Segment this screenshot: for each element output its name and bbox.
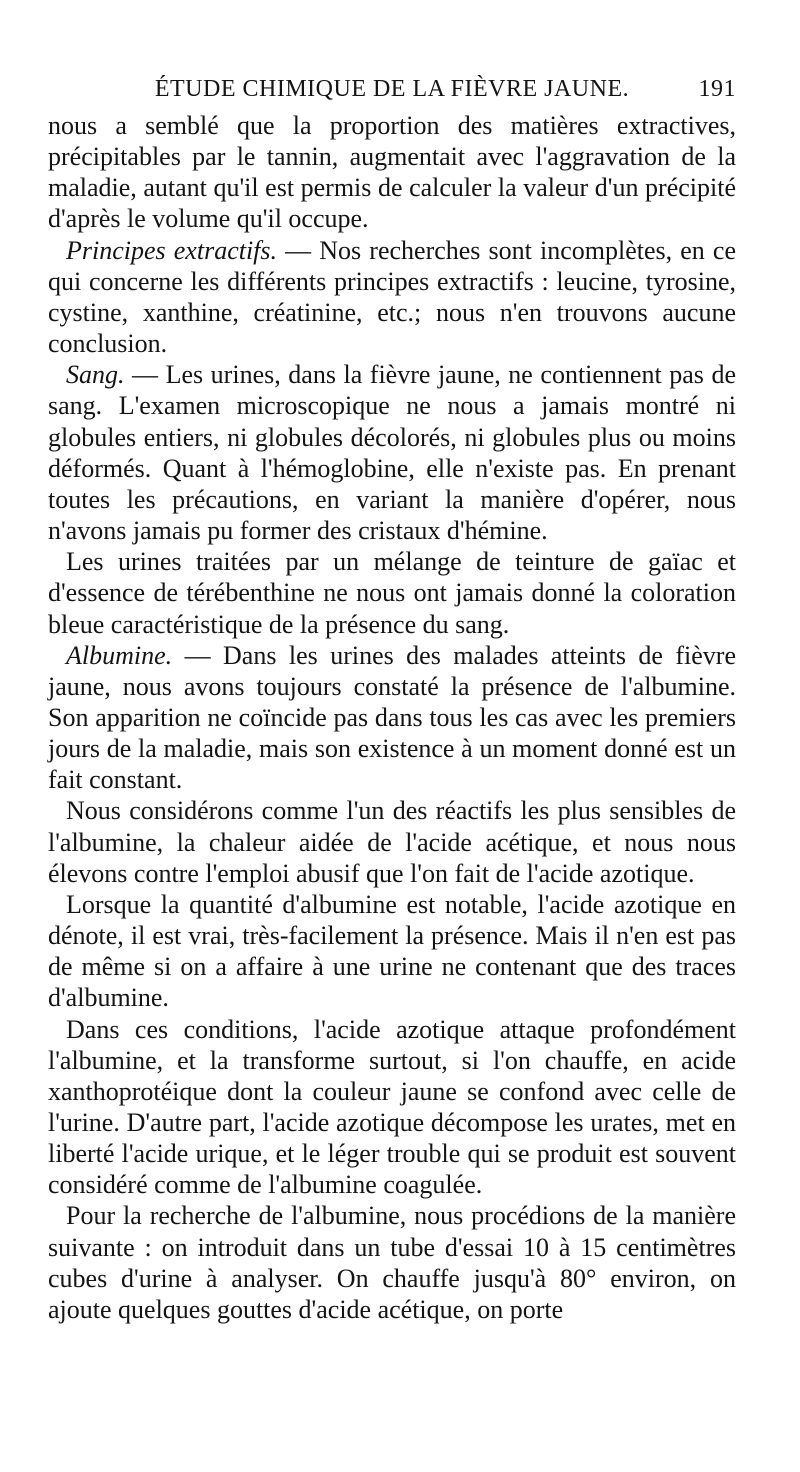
paragraph [48,1200,736,1325]
paragraph-text: — Les urines, dans la fièvre jaune, ne contiennent pas de sang. L'examen microscopique ne nous a jamais montré ni globules entiers, ni globules décolorés, ni globules plus ou moins déformés. Quant à l'hémoglobine, elle n'existe pas. En prenant toutes les précautions, en variant la manière d'opérer, nous n'avons jamais pu former des cristaux d'hémine. [48,360,736,546]
paragraph [48,235,736,360]
running-header [48,66,736,110]
paragraph-text: Les urines traitées par un mélange de teinture de gaïac et d'essence de térébenthine ne nous ont jamais donné la coloration bleue caractéristique de la présence du sang. [48,547,736,639]
paragraph-text: Pour la recherche de l'albumine, nous procédions de la manière suivante : on introduit dans un tube d'essai 10 à 15 centimètres cubes d'urine à analyser. On chauffe jusqu'à 80° environ, on ajoute quelques gouttes d'acide acétique, on porte [48,1201,736,1324]
book-page [48,66,736,1325]
body-text [48,110,736,1325]
paragraph-text: Dans ces conditions, l'acide azotique attaque profondément l'albumine, et la transforme surtout, si l'on chauffe, en acide xanthoprotéique dont la couleur jaune se confond avec celle de l'urine. D'autre part, l'acide azotique décompose les urates, met en liberté l'acide urique, et le léger trouble qui se produit est souvent considéré comme de l'albumine coagulée. [48,1014,736,1200]
section-heading: Albumine. [66,640,173,670]
paragraph [48,889,736,1014]
paragraph-text: nous a semblé que la proportion des matières extractives, précipitables par le tannin, augmentait avec l'aggravation de la maladie, autant qu'il est permis de calculer la valeur d'un précipité d'après le volume qu'il occupe. [48,111,736,234]
paragraph [48,359,736,546]
paragraph [48,1014,736,1201]
paragraph [48,546,736,639]
section-heading: Sang. [66,360,125,390]
paragraph [48,110,736,235]
section-heading: Principes extractifs. [66,235,278,265]
running-title: ÉTUDE CHIMIQUE DE LA FIÈVRE JAUNE. [154,76,630,102]
paragraph-text: Nous considérons comme l'un des réactifs les plus sensibles de l'albumine, la chaleur aidée de l'acide acétique, et nous nous élevons contre l'emploi abusif que l'on fait de l'acide azotique. [48,796,736,888]
paragraph-text: Lorsque la quantité d'albumine est notable, l'acide azotique en dénote, il est vrai, très-facilement la présence. Mais il n'en est pas de même si on a affaire à une urine ne contenant que des traces d'albumine. [48,889,736,1013]
page-number: 191 [698,76,736,102]
paragraph-text: — Dans les urines des malades atteints de fièvre jaune, nous avons toujours constaté la présence de l'albumine. Son apparition ne coïncide pas dans tous les cas avec les premiers jours de la maladie, mais son existence à un moment donné est un fait constant. [48,640,736,795]
paragraph-text: — Nos recherches sont incomplètes, en ce qui concerne les différents principes extractifs : leucine, tyrosine, cystine, xanthine, créatinine, etc.; nous n'en trouvons aucune conclusion. [48,235,737,359]
paragraph [48,795,736,888]
paragraph [48,640,736,796]
